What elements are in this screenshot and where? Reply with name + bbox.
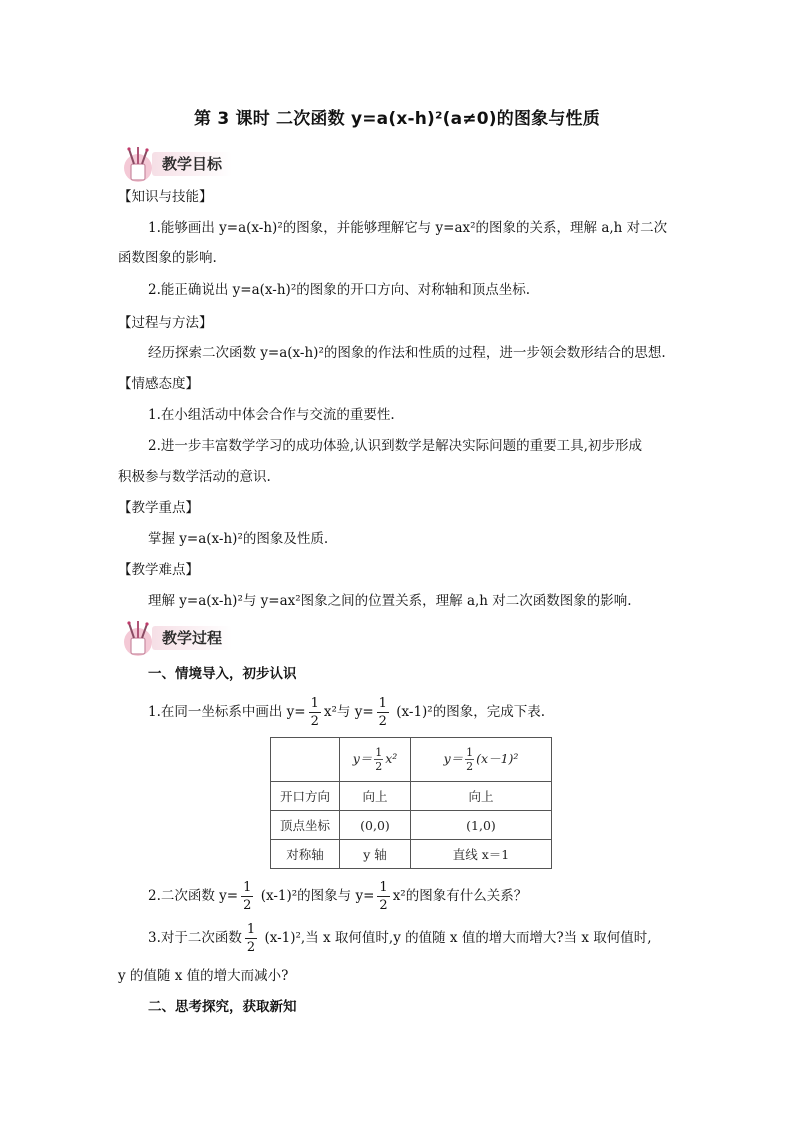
question-2-text: x²的图象有什么关系？ bbox=[392, 888, 528, 904]
knowledge-item-1-cont: 函数图象的影响. bbox=[118, 250, 217, 266]
section-banner-label: 教学目标 bbox=[152, 152, 232, 176]
table-cell: y 轴 bbox=[340, 840, 411, 869]
question-3-text: (x-1)²,当 x 取何值时,y 的值随 x 值的增大而增大?当 x 取何值时, bbox=[260, 930, 652, 946]
properties-table bbox=[270, 737, 552, 869]
question-1-text: (x-1)²的图象，完成下表. bbox=[391, 704, 546, 720]
fraction-numerator: 1 bbox=[246, 922, 256, 937]
table-row-label: 对称轴 bbox=[271, 840, 340, 869]
fraction-denominator: 2 bbox=[243, 898, 252, 913]
fraction-one-half bbox=[241, 881, 253, 912]
table-corner-cell bbox=[271, 738, 340, 782]
question-1-text: 1.在同一坐标系中画出 y= bbox=[148, 704, 306, 720]
fraction-denominator: 2 bbox=[246, 940, 256, 955]
table-header-text: y＝ bbox=[443, 751, 464, 766]
difficulty-label: 【教学难点】 bbox=[118, 562, 199, 578]
fraction-denominator: 2 bbox=[466, 760, 474, 773]
table-row bbox=[271, 840, 552, 869]
table-row-label: 顶点坐标 bbox=[271, 811, 340, 840]
process-heading-2: 二、思考探究，获取新知 bbox=[148, 999, 297, 1015]
table-header-row bbox=[271, 738, 552, 782]
table-header-text: x² bbox=[385, 751, 398, 766]
section-banner-goals bbox=[118, 144, 268, 184]
fraction-one-half bbox=[374, 747, 383, 772]
table-row-label: 开口方向 bbox=[271, 782, 340, 811]
question-3 bbox=[148, 922, 652, 954]
table-header-text: (x－1)² bbox=[476, 751, 519, 766]
table-cell: (1,0) bbox=[411, 811, 552, 840]
question-2-text: (x-1)²的图象与 y= bbox=[256, 888, 375, 904]
fraction-one-half bbox=[377, 697, 389, 728]
section-banner-label: 教学过程 bbox=[152, 626, 232, 650]
fraction-one-half bbox=[465, 747, 474, 772]
table-cell: 向上 bbox=[340, 782, 411, 811]
fraction-one-half bbox=[309, 697, 321, 728]
question-3-text: 3.对于二次函数 bbox=[148, 930, 242, 946]
fraction-numerator: 1 bbox=[310, 696, 319, 711]
table-header-text: y＝ bbox=[352, 751, 373, 766]
key-label: 【教学重点】 bbox=[118, 500, 199, 516]
knowledge-item-1: 1.能够画出 y=a(x-h)²的图象，并能够理解它与 y=ax²的图象的关系，理解 a,h 对二次 bbox=[148, 220, 668, 236]
table-header-cell bbox=[411, 738, 552, 782]
process-heading-1: 一、情境导入，初步认识 bbox=[148, 666, 297, 682]
fraction-numerator: 1 bbox=[375, 746, 383, 759]
fraction-denominator: 2 bbox=[375, 760, 383, 773]
fraction-denominator: 2 bbox=[379, 898, 388, 913]
question-2 bbox=[148, 880, 527, 912]
fraction-denominator: 2 bbox=[310, 714, 319, 729]
attitude-item-2-cont: 积极参与数学活动的意识. bbox=[118, 469, 271, 485]
fraction-one-half bbox=[377, 881, 389, 912]
question-1-text: x²与 y= bbox=[323, 704, 374, 720]
attitude-label: 【情感态度】 bbox=[118, 376, 199, 392]
attitude-item-2: 2.进一步丰富数学学习的成功体验,认识到数学是解决实际问题的重要工具,初步形成 bbox=[148, 438, 642, 454]
attitude-item-1: 1.在小组活动中体会合作与交流的重要性. bbox=[148, 407, 395, 423]
question-2-text: 2.二次函数 y= bbox=[148, 888, 239, 904]
difficulty-item-1: 理解 y=a(x-h)²与 y=ax²图象之间的位置关系，理解 a,h 对二次函数图象的影响. bbox=[148, 593, 632, 609]
fraction-denominator: 2 bbox=[378, 714, 387, 729]
table-row bbox=[271, 782, 552, 811]
table-cell: 向上 bbox=[411, 782, 552, 811]
question-3-cont: y 的值随 x 值的增大而减小? bbox=[118, 968, 289, 984]
table-cell: (0,0) bbox=[340, 811, 411, 840]
page-title: 第 3 课时 二次函数 y=a(x-h)²(a≠0)的图象与性质 bbox=[194, 109, 600, 129]
table-cell: 直线 x＝1 bbox=[411, 840, 552, 869]
fraction-numerator: 1 bbox=[379, 880, 388, 895]
knowledge-item-2: 2.能正确说出 y=a(x-h)²的图象的开口方向、对称轴和顶点坐标. bbox=[148, 282, 531, 298]
process-label: 【过程与方法】 bbox=[118, 315, 213, 331]
table-header-cell bbox=[340, 738, 411, 782]
process-item-1: 经历探索二次函数 y=a(x-h)²的图象的作法和性质的过程，进一步领会数形结合的思想. bbox=[148, 345, 666, 361]
table-row bbox=[271, 811, 552, 840]
fraction-numerator: 1 bbox=[466, 746, 474, 759]
fraction-numerator: 1 bbox=[243, 880, 252, 895]
section-banner-process bbox=[118, 618, 268, 658]
fraction-one-half bbox=[245, 923, 257, 954]
key-item-1: 掌握 y=a(x-h)²的图象及性质. bbox=[148, 531, 329, 547]
question-1 bbox=[148, 696, 545, 728]
knowledge-label: 【知识与技能】 bbox=[118, 189, 213, 205]
fraction-numerator: 1 bbox=[378, 696, 387, 711]
